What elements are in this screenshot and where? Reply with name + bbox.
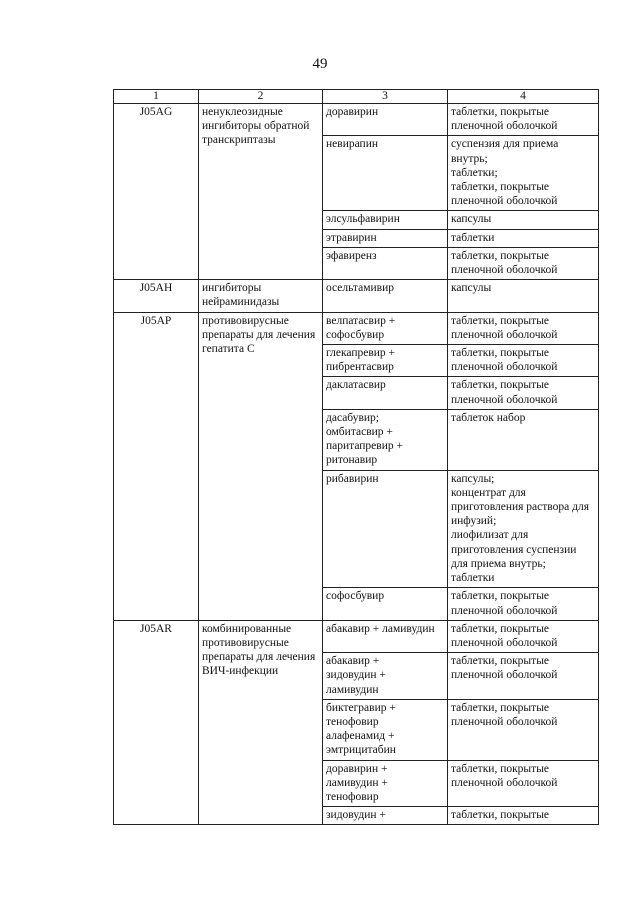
atc-code: J05AG xyxy=(114,104,199,280)
atc-group-name: ингибиторы нейраминидазы xyxy=(199,280,323,312)
dosage-form: капсулы xyxy=(448,280,599,312)
dosage-form: таблетки, покрытые пленочной оболочкой xyxy=(448,345,599,377)
column-header-4: 4 xyxy=(448,90,599,104)
drug-name: невирапин xyxy=(323,136,448,211)
dosage-form: таблетки, покрытые пленочной оболочкой xyxy=(448,699,599,760)
drug-name: даклатасвир xyxy=(323,377,448,409)
drug-table xyxy=(113,89,599,825)
column-header-1: 1 xyxy=(114,90,199,104)
dosage-form: таблетки, покрытые xyxy=(448,807,599,825)
drug-name: доравирин xyxy=(323,104,448,136)
drug-name: глекапревир + пибрентасвир xyxy=(323,345,448,377)
dosage-form: таблетки xyxy=(448,229,599,247)
drug-name: софосбувир xyxy=(323,588,448,620)
drug-name: абакавир + ламивудин xyxy=(323,620,448,652)
dosage-form: таблетки, покрытые пленочной оболочкой xyxy=(448,760,599,807)
drug-name: велпатасвир + софосбувир xyxy=(323,312,448,344)
drug-name: элсульфавирин xyxy=(323,211,448,229)
drug-name: эфавиренз xyxy=(323,247,448,279)
column-header-3: 3 xyxy=(323,90,448,104)
header-row xyxy=(114,90,599,104)
dosage-form: таблетки, покрытые пленочной оболочкой xyxy=(448,588,599,620)
atc-code: J05AR xyxy=(114,620,199,825)
drug-name: зидовудин + xyxy=(323,807,448,825)
drug-name: абакавир + зидовудин + ламивудин xyxy=(323,653,448,700)
table-row xyxy=(114,312,599,344)
atc-code: J05AP xyxy=(114,312,199,620)
table-row xyxy=(114,280,599,312)
atc-code: J05AH xyxy=(114,280,199,312)
dosage-form: таблетки, покрытые пленочной оболочкой xyxy=(448,620,599,652)
dosage-form: таблетки, покрытые пленочной оболочкой xyxy=(448,377,599,409)
drug-name: рибавирин xyxy=(323,470,448,588)
drug-name: биктегравир + тенофовир алафенамид + эмтрицитабин xyxy=(323,699,448,760)
table-row xyxy=(114,104,599,136)
dosage-form: капсулы; концентрат для приготовления раствора для инфузий; лиофилизат для приготовления суспензии для приема внутрь; таблетки xyxy=(448,470,599,588)
drug-name: этравирин xyxy=(323,229,448,247)
dosage-form: таблеток набор xyxy=(448,409,599,470)
drug-name: дасабувир; омбитасвир + паритапревир + ритонавир xyxy=(323,409,448,470)
dosage-form: таблетки, покрытые пленочной оболочкой xyxy=(448,247,599,279)
dosage-form: таблетки, покрытые пленочной оболочкой xyxy=(448,312,599,344)
drug-name: доравирин + ламивудин + тенофовир xyxy=(323,760,448,807)
drug-name: осельтамивир xyxy=(323,280,448,312)
column-header-2: 2 xyxy=(199,90,323,104)
dosage-form: капсулы xyxy=(448,211,599,229)
dosage-form: таблетки, покрытые пленочной оболочкой xyxy=(448,653,599,700)
dosage-form: суспензия для приема внутрь; таблетки; таблетки, покрытые пленочной оболочкой xyxy=(448,136,599,211)
atc-group-name: противовирусные препараты для лечения гепатита C xyxy=(199,312,323,620)
dosage-form: таблетки, покрытые пленочной оболочкой xyxy=(448,104,599,136)
page-number: 49 xyxy=(312,56,328,72)
atc-group-name: комбинированные противовирусные препараты для лечения ВИЧ-инфекции xyxy=(199,620,323,825)
table-row xyxy=(114,620,599,652)
atc-group-name: ненуклеозидные ингибиторы обратной транскриптазы xyxy=(199,104,323,280)
